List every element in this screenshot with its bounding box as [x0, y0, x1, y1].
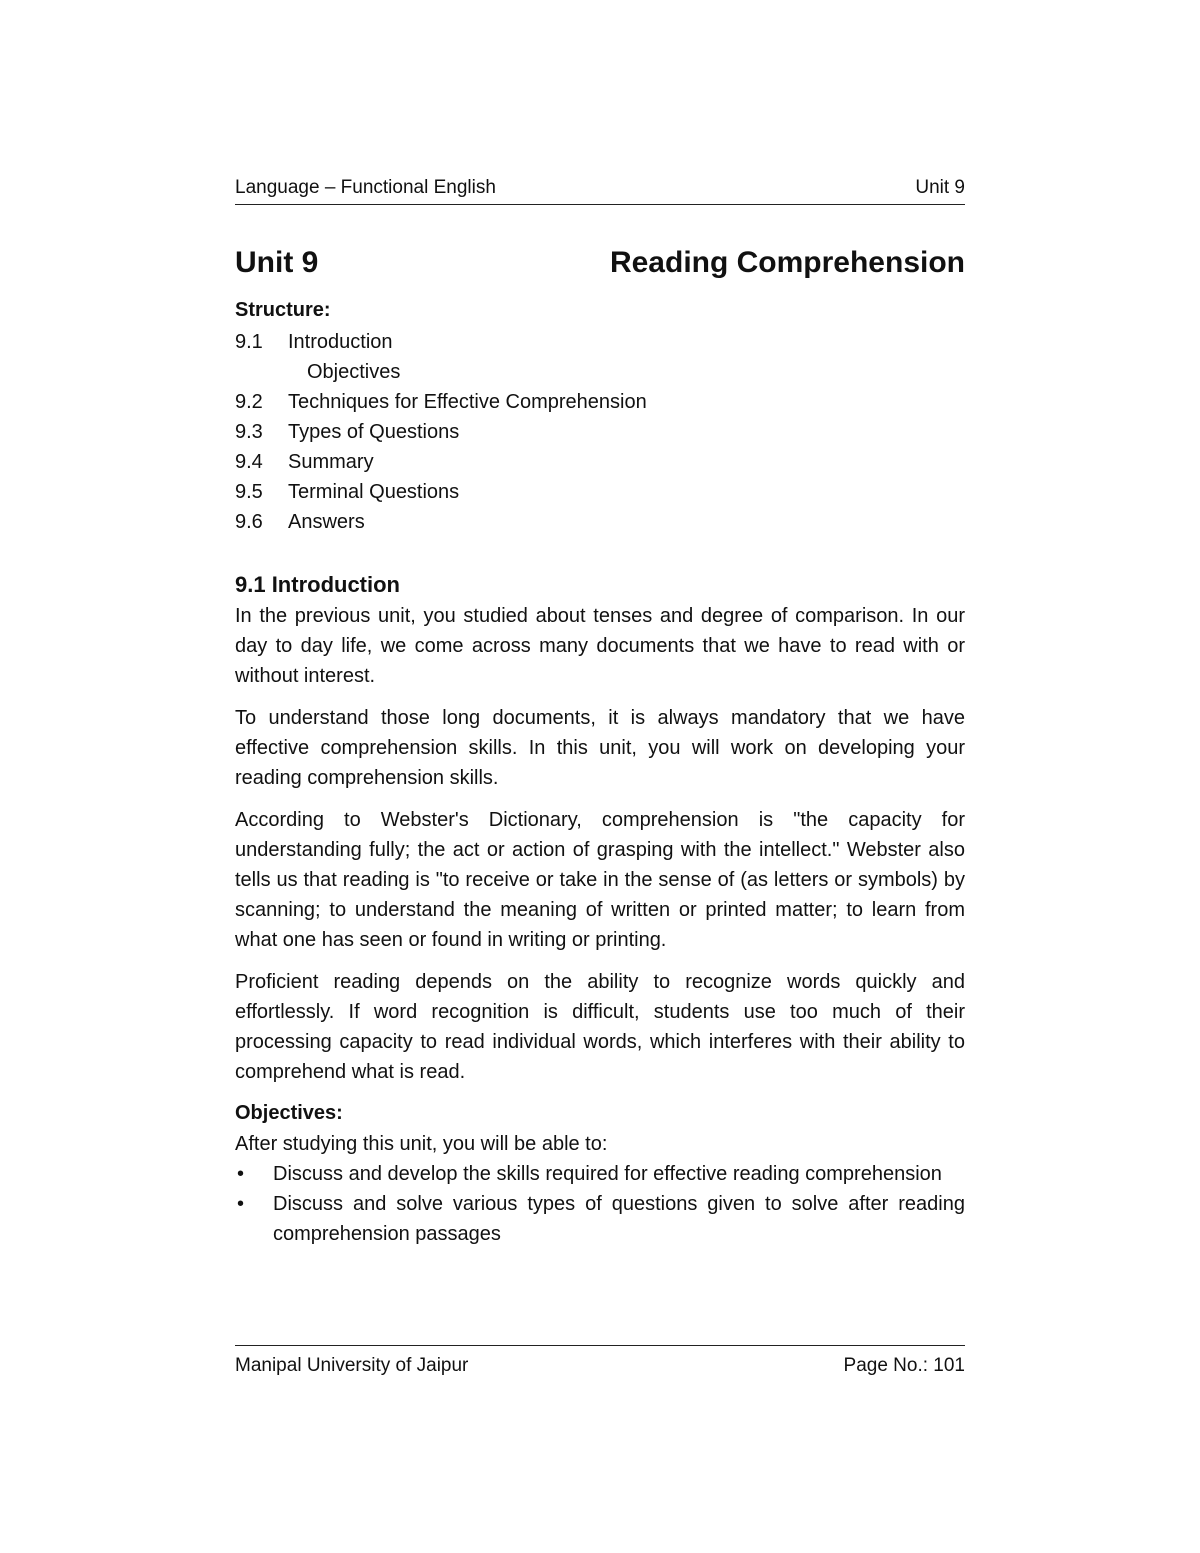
bullet-icon: • — [237, 1193, 245, 1215]
footer-university: Manipal University of Jaipur — [235, 1355, 469, 1376]
structure-item-label: Objectives — [307, 361, 401, 383]
bullet-icon: • — [237, 1163, 245, 1185]
unit-number: Unit 9 — [235, 246, 319, 279]
structure-item-number: 9.6 — [235, 511, 263, 533]
objectives-list — [235, 1159, 965, 1249]
structure-item-label: Introduction — [288, 331, 393, 353]
structure-item-number: 9.5 — [235, 481, 263, 503]
structure-item — [235, 327, 965, 357]
page-title — [235, 245, 965, 281]
structure-heading: Structure: — [235, 299, 331, 321]
header-course-title: Language – Functional English — [235, 177, 496, 198]
document-page — [235, 176, 965, 1249]
list-item — [235, 1189, 965, 1249]
structure-item — [235, 417, 965, 447]
structure-item-label: Summary — [288, 451, 374, 473]
footer-page-number: Page No.: 101 — [843, 1355, 965, 1376]
structure-item — [235, 507, 965, 537]
structure-item — [235, 387, 965, 417]
structure-item-label: Techniques for Effective Comprehension — [288, 391, 647, 413]
structure-list — [235, 327, 965, 537]
structure-item — [235, 477, 965, 507]
structure-item-number: 9.3 — [235, 421, 263, 443]
header-unit-label: Unit 9 — [915, 177, 965, 198]
introduction-paragraph: In the previous unit, you studied about tenses and degree of comparison. In our day to day life, we come across many documents that we have to read with or without interest. — [235, 605, 965, 687]
structure-item-number: 9.1 — [235, 331, 263, 353]
structure-item-number: 9.4 — [235, 451, 263, 473]
structure-item — [235, 357, 965, 387]
running-footer — [235, 1345, 965, 1378]
introduction-heading: 9.1 Introduction — [235, 572, 400, 597]
objectives-heading: Objectives: — [235, 1102, 343, 1124]
structure-item-label: Answers — [288, 511, 365, 533]
list-item — [235, 1159, 965, 1189]
structure-item-number: 9.2 — [235, 391, 263, 413]
structure-item — [235, 447, 965, 477]
unit-title: Reading Comprehension — [609, 246, 965, 279]
objective-text: Discuss and develop the skills required for effective reading comprehension — [273, 1163, 942, 1185]
structure-item-label: Terminal Questions — [288, 481, 460, 503]
introduction-paragraph: To understand those long documents, it is always mandatory that we have effective comprehension skills. In this unit, you will work on developing your reading comprehension skills. — [235, 707, 965, 789]
introduction-paragraph: Proficient reading depends on the ability to recognize words quickly and effortlessly. If word recognition is difficult, students use too much of their processing capacity to read individual words, which interferes with their ability to comprehend what is read. — [235, 971, 965, 1083]
objective-text: Discuss and solve various types of questions given to solve after reading comprehension passages — [273, 1193, 965, 1245]
running-header — [235, 176, 965, 205]
introduction-paragraph: According to Webster's Dictionary, comprehension is "the capacity for understanding fully; the act or action of grasping with the intellect." Webster also tells us that reading is "to receive or take in the sense of (as letters or symbols) by scanning; to understand the meaning of written or printed matter; to learn from what one has seen or found in writing or printing. — [235, 809, 965, 951]
objectives-intro: After studying this unit, you will be able to: — [235, 1133, 608, 1155]
structure-item-label: Types of Questions — [288, 421, 460, 443]
